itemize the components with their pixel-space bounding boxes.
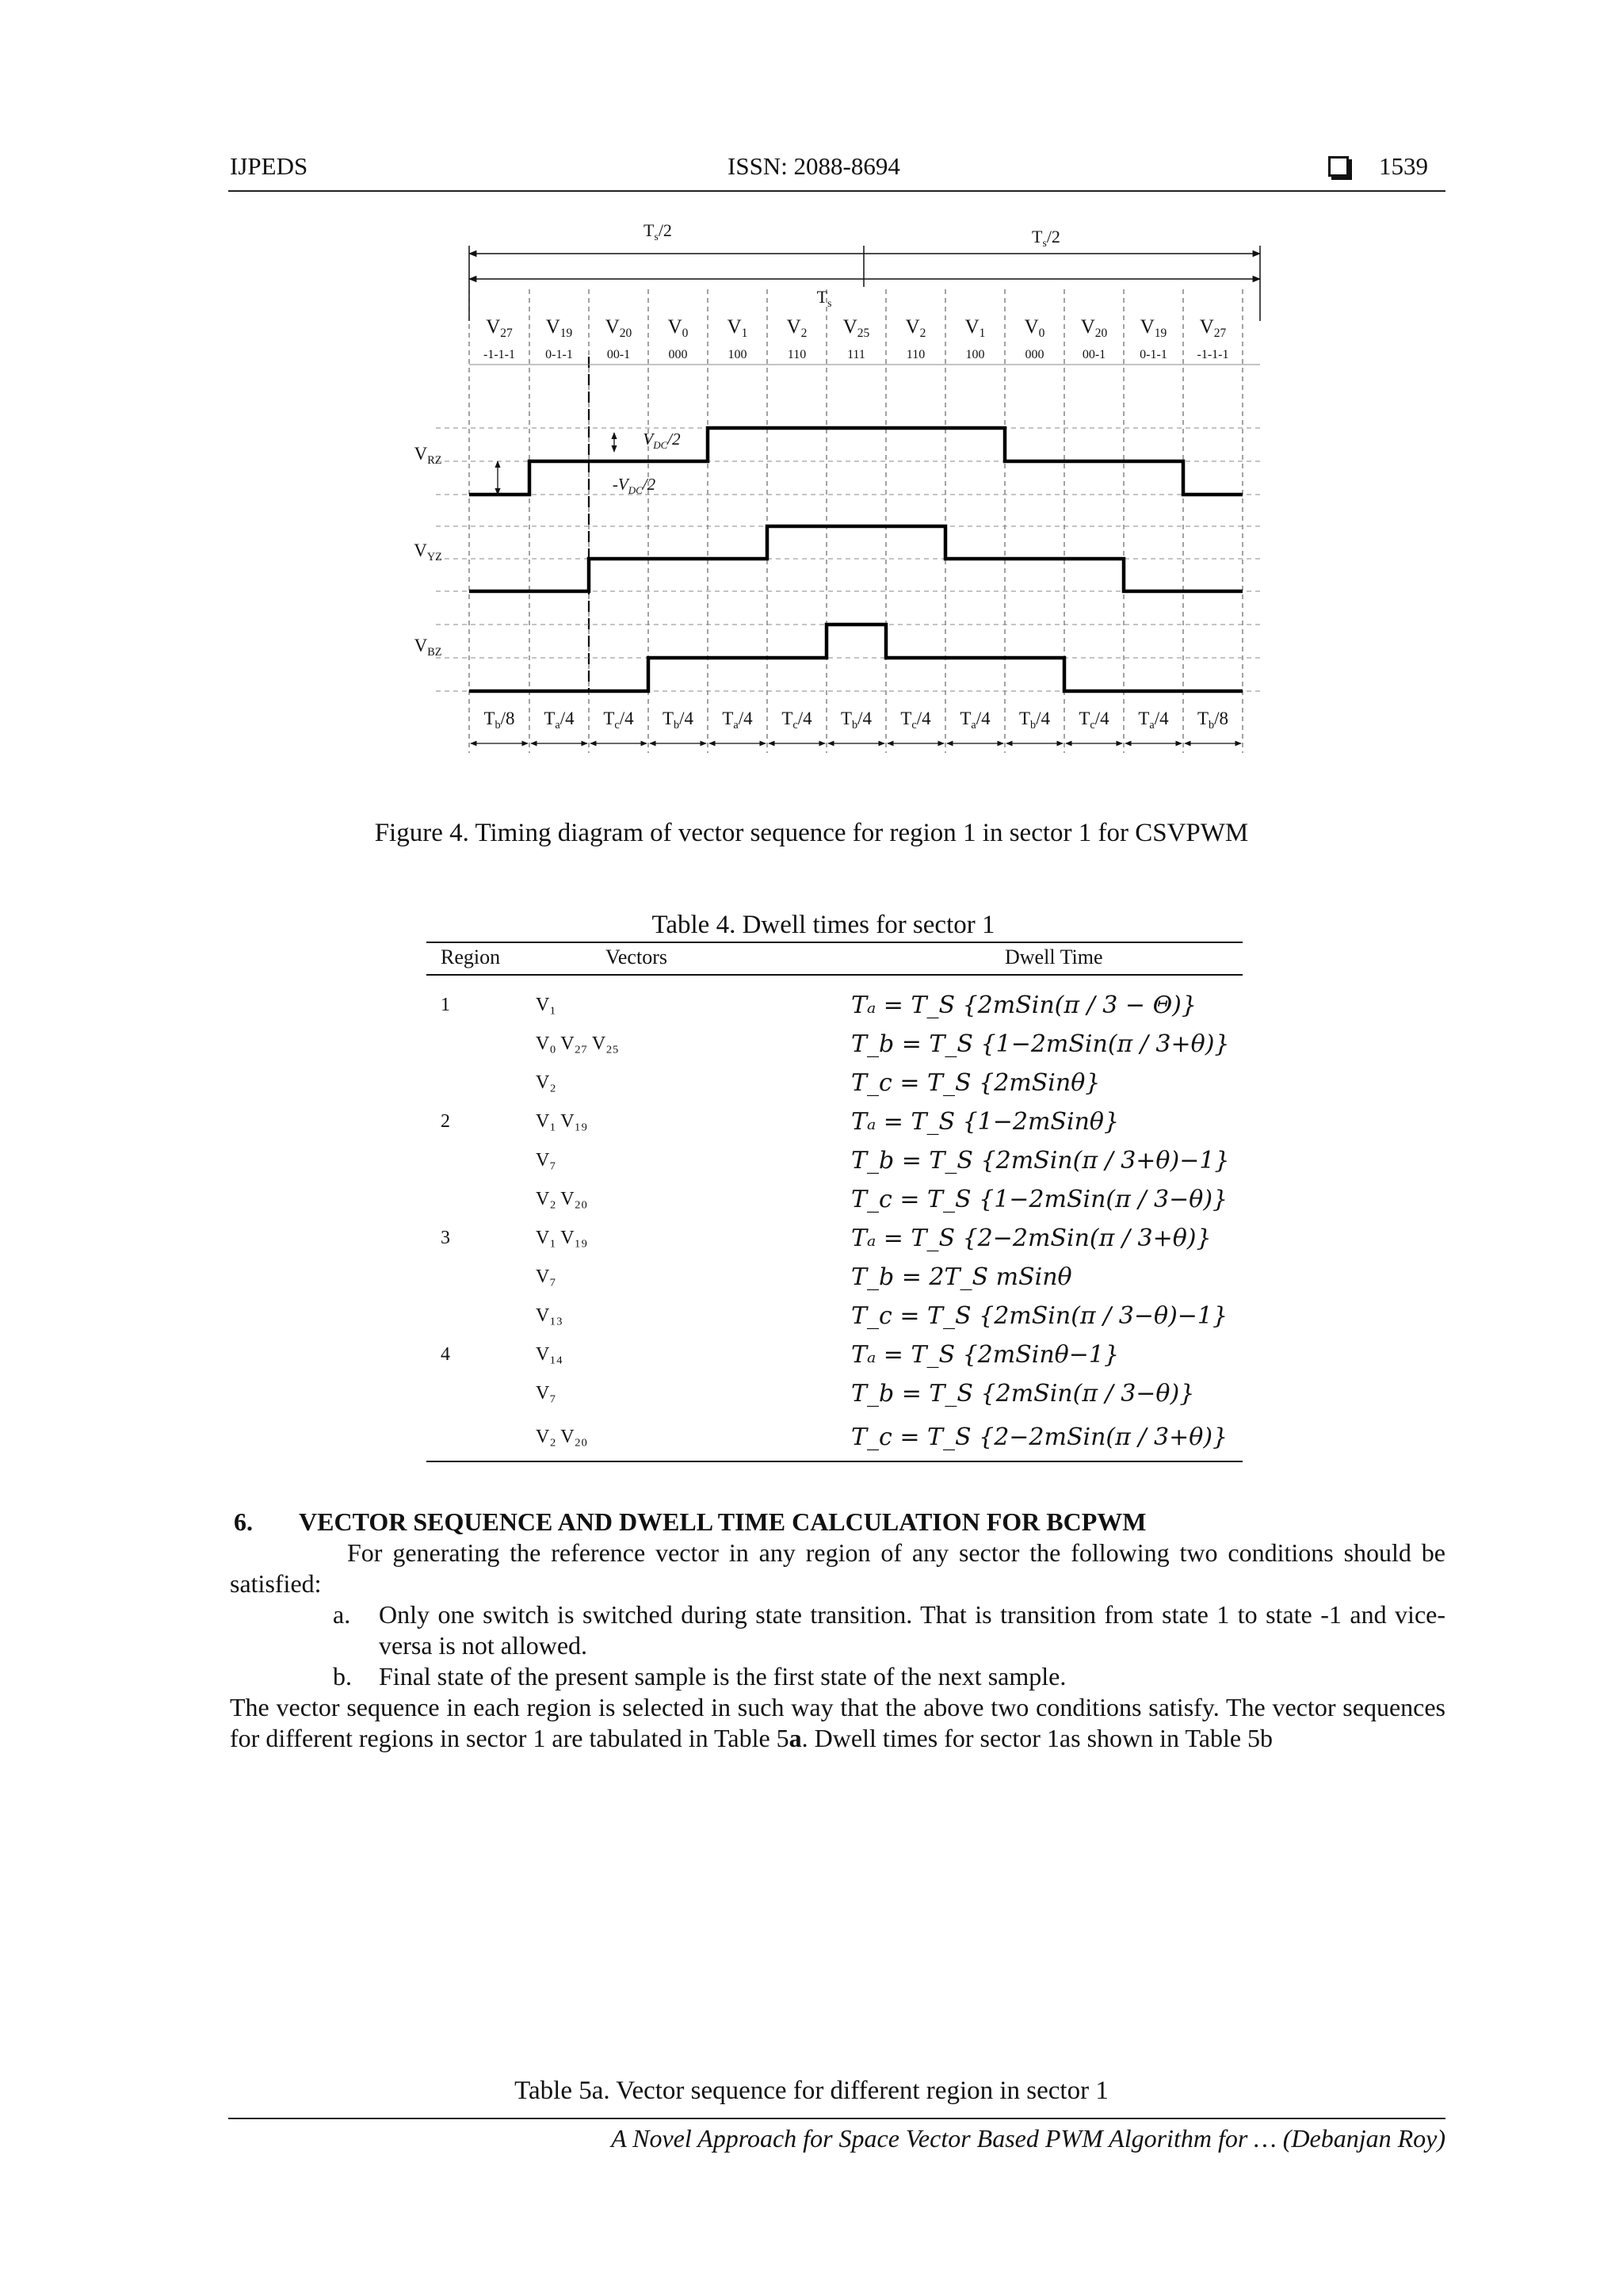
column-header-region: Region xyxy=(426,942,536,975)
table-5a-caption: Table 5a. Vector sequence for different region in sector 1 xyxy=(514,2076,1109,2105)
section-6-heading xyxy=(234,1507,1146,1537)
column-header-dwell-time: Dwell Time xyxy=(851,942,1243,975)
region-cell: 4 xyxy=(441,1344,450,1365)
region-cell xyxy=(426,1413,536,1461)
issn: ISSN: 2088-8694 xyxy=(727,152,900,180)
signal-label: $V_{BZ}$ xyxy=(414,636,442,659)
region-cell: 2 xyxy=(441,1111,450,1132)
vector-label: $V_2$ xyxy=(905,316,926,340)
dwell-label: $T_a/4$ xyxy=(544,709,575,732)
vectors-cell: V₁ xyxy=(536,994,556,1015)
vector-label: $V_{19}$ xyxy=(1140,316,1167,340)
switch-state-label: 000 xyxy=(668,348,688,361)
vector-label: $V_{27}$ xyxy=(486,316,513,340)
column-header-vectors: Vectors xyxy=(536,942,851,975)
table-row xyxy=(426,1025,1243,1064)
paragraph-bold: a xyxy=(789,1724,802,1752)
region-cell: 3 xyxy=(441,1228,450,1248)
dwell-time-cell: Tₐ = T_S {2−2mSin(π / 3+θ)} xyxy=(851,1224,1212,1252)
region-cell xyxy=(426,1374,536,1413)
dwell-time-cell: T_b = 2T_S mSinθ xyxy=(851,1263,1072,1291)
switch-state-label: 000 xyxy=(1025,348,1044,361)
dwell-time-cell: T_b = T_S {1−2mSin(π / 3+θ)} xyxy=(851,1030,1230,1058)
switch-state-label: 110 xyxy=(787,348,807,361)
switch-state-label: 100 xyxy=(965,348,985,361)
dwell-time-cell: Tₐ = T_S {1−2mSinθ} xyxy=(851,1108,1120,1136)
table-4 xyxy=(426,942,1243,1462)
section-6-paragraph xyxy=(230,1692,1445,1754)
dwell-label: $T_c/4$ xyxy=(603,709,634,732)
vector-label: $V_2$ xyxy=(786,316,808,340)
vectors-cell: V₂ V₂₀ xyxy=(536,1189,588,1209)
dwell-label: $T_b/8$ xyxy=(1197,709,1229,732)
table-row xyxy=(426,1064,1243,1102)
condition-a xyxy=(333,1599,1445,1661)
switch-state-label: 110 xyxy=(906,348,926,361)
vector-label: $V_1$ xyxy=(964,316,986,340)
vectors-cell: V₇ xyxy=(536,1150,556,1171)
table-row xyxy=(426,1335,1243,1374)
figure-4-caption: Figure 4. Timing diagram of vector sequence for region 1 in sector 1 for CSVPWM xyxy=(374,819,1249,847)
table-row xyxy=(426,1258,1243,1297)
vectors-cell: V₂ xyxy=(536,1072,556,1093)
journal-name: IJPEDS xyxy=(230,152,308,180)
region-cell: 1 xyxy=(441,994,450,1015)
table-row xyxy=(426,1141,1243,1180)
region-cell xyxy=(426,1297,536,1335)
vector-label: $V_{19}$ xyxy=(545,316,573,340)
switch-state-label: 0-1-1 xyxy=(1140,348,1167,361)
vector-label: $V_{27}$ xyxy=(1199,316,1227,340)
header-rule xyxy=(228,190,1445,192)
dwell-time-cell: T_c = T_S {2−2mSin(π / 3+θ)} xyxy=(851,1413,1243,1461)
vector-label: $V_{20}$ xyxy=(605,316,632,340)
vectors-cell: V₁ V₁₉ xyxy=(536,1228,588,1248)
dwell-label: $T_a/4$ xyxy=(1138,709,1169,732)
vdc-negative-label: $-V_{DC}/2$ xyxy=(612,475,656,496)
vdc-positive-label: $V_{DC}/2$ xyxy=(643,430,681,451)
vector-label: $V_{20}$ xyxy=(1080,316,1108,340)
period-label: $T_s$ xyxy=(816,287,832,309)
page-number: 1539 xyxy=(1379,152,1428,180)
footer-rule xyxy=(228,2118,1445,2119)
dwell-time-cell: Tₐ = T_S {2mSinθ−1} xyxy=(851,1341,1120,1369)
list-marker: b. xyxy=(333,1662,352,1690)
vectors-cell: V₁ V₁₉ xyxy=(536,1111,588,1132)
dwell-time-cell: Tₐ = T_S {2mSin(π / 3 − Θ)} xyxy=(851,991,1197,1019)
section-6-intro: For generating the reference vector in any region of any sector the following two conditions should be satisfied: xyxy=(230,1538,1445,1598)
table-4-caption: Table 4. Dwell times for sector 1 xyxy=(651,911,995,939)
list-item-text: Final state of the present sample is the first state of the next sample. xyxy=(379,1662,1067,1690)
dwell-label: $T_b/4$ xyxy=(1018,709,1051,732)
dwell-time-cell: T_c = T_S {2mSin(π / 3−θ)−1} xyxy=(851,1302,1228,1330)
dwell-label: $T_b/4$ xyxy=(840,709,873,732)
vectors-cell: V₇ xyxy=(536,1383,556,1404)
table-row xyxy=(426,1219,1243,1258)
dwell-label: $T_b/8$ xyxy=(483,709,515,732)
paragraph-text: The vector sequence in each region is selected in such way that the above two conditions satisfy. The vector sequences for different regions in sector 1 are tabulated in Table 5 xyxy=(230,1693,1445,1752)
vectors-cell: V₀ V₂₇ V₂₅ xyxy=(536,1033,619,1054)
vectors-cell: V₁₄ xyxy=(536,1344,563,1365)
vectors-cell: V₂ V₂₀ xyxy=(536,1413,851,1461)
switch-state-label: 100 xyxy=(727,348,747,361)
paragraph-text-end: . Dwell times for sector 1as shown in Table 5b xyxy=(801,1724,1274,1752)
switch-state-label: 00-1 xyxy=(1082,348,1106,361)
switch-state-label: -1-1-1 xyxy=(483,348,515,361)
signal-label: $V_{RZ}$ xyxy=(414,444,442,467)
checkbox-square-icon xyxy=(1328,156,1349,177)
running-footer: A Novel Approach for Space Vector Based PWM Algorithm for … (Debanjan Roy) xyxy=(611,2124,1445,2153)
table-row xyxy=(426,1297,1243,1335)
vector-label: $V_0$ xyxy=(1024,316,1045,340)
vector-label: $V_1$ xyxy=(727,316,748,340)
table-row xyxy=(426,1413,1243,1461)
switch-state-label: 111 xyxy=(847,348,865,361)
dwell-time-cell: T_c = T_S {1−2mSin(π / 3−θ)} xyxy=(851,1186,1228,1213)
region-cell xyxy=(426,1025,536,1064)
dwell-time-cell: T_b = T_S {2mSin(π / 3+θ)−1} xyxy=(851,1147,1230,1175)
dwell-time-cell: T_b = T_S {2mSin(π / 3−θ)} xyxy=(851,1380,1195,1408)
dwell-label: $T_a/4$ xyxy=(722,709,753,732)
dwell-label: $T_c/4$ xyxy=(781,709,812,732)
condition-b xyxy=(333,1661,1445,1692)
switch-state-label: -1-1-1 xyxy=(1197,348,1229,361)
vectors-cell: V₁₃ xyxy=(536,1305,563,1326)
page-number-block xyxy=(1328,152,1428,181)
region-cell xyxy=(426,1064,536,1102)
vector-label: $V_0$ xyxy=(667,316,689,340)
table-row xyxy=(426,975,1243,1025)
table-row xyxy=(426,1180,1243,1219)
half-period-label: $T_s/2$ xyxy=(1032,227,1060,249)
table-header-row xyxy=(426,942,1243,975)
region-cell xyxy=(426,1141,536,1180)
section-number: 6. xyxy=(234,1507,253,1536)
vector-label: $V_{25}$ xyxy=(842,316,870,340)
dwell-label: $T_c/4$ xyxy=(1079,709,1109,732)
vectors-cell: V₇ xyxy=(536,1266,556,1287)
dwell-label: $T_b/4$ xyxy=(662,709,694,732)
list-marker: a. xyxy=(333,1600,351,1629)
signal-label: $V_{YZ}$ xyxy=(414,541,442,563)
table-row xyxy=(426,1374,1243,1413)
switch-state-label: 0-1-1 xyxy=(545,348,573,361)
dwell-label: $T_c/4$ xyxy=(900,709,931,732)
timing-diagram xyxy=(396,214,1284,769)
section-title: VECTOR SEQUENCE AND DWELL TIME CALCULATION FOR BCPWM xyxy=(299,1507,1147,1536)
half-period-label: $T_s/2$ xyxy=(643,220,672,243)
region-cell xyxy=(426,1258,536,1297)
dwell-time-cell: T_c = T_S {2mSinθ} xyxy=(851,1069,1101,1097)
region-cell xyxy=(426,1180,536,1219)
table-row xyxy=(426,1102,1243,1141)
list-item-text: Only one switch is switched during state transition. That is transition from state 1 to state -1 and vice-versa is not allowed. xyxy=(379,1600,1445,1660)
switch-state-label: 00-1 xyxy=(606,348,631,361)
dwell-label: $T_a/4$ xyxy=(960,709,991,732)
